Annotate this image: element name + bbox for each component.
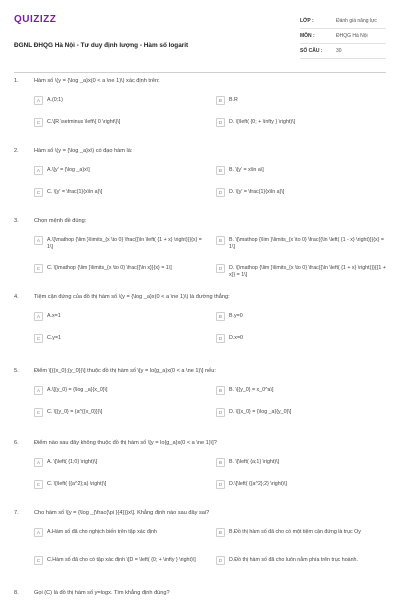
option-text: D.Đồ thị hàm số đã cho luôn nằm phía trên trục hoành. <box>229 557 358 563</box>
option-letter: B <box>216 312 225 321</box>
option-a[interactable] <box>34 166 90 175</box>
question-text: Chọn mệnh đề đúng: <box>34 218 87 224</box>
question-number: 3. <box>14 218 19 224</box>
option-b[interactable] <box>216 166 264 175</box>
option-letter: C <box>34 264 43 273</box>
option-a[interactable] <box>34 458 97 467</box>
question-text: Điểm nào sau đây không thuộc đồ thị hàm số \[y = lo{g_a}x(0 < a \ne 1)\]? <box>34 440 217 446</box>
option-text: D.x=0 <box>229 335 243 341</box>
option-a[interactable] <box>34 312 61 321</box>
question-text: Điểm \[({x_0};{y_0})\] thuộc đồ thị hàm số \[y = lo{g_a}x(0 < a \ne 1)\] nếu: <box>34 368 216 374</box>
option-c[interactable] <box>34 334 61 343</box>
option-text: B.R <box>229 97 238 103</box>
option-letter: D <box>216 264 225 273</box>
option-letter: B <box>216 96 225 105</box>
option-text: A.Hàm số đã cho nghịch biến trên tập xác định <box>47 529 157 535</box>
meta-row-subject <box>300 29 386 44</box>
question-number: 1. <box>14 78 19 84</box>
meta-key: LỚP : <box>300 17 314 24</box>
option-letter: B <box>216 236 225 245</box>
option-text: C. \[{y_0} = {a^{{x_0}}}\] <box>47 409 103 415</box>
option-text: C.y=1 <box>47 335 61 341</box>
option-text: B. \[\mathop {\lim }\limits_{x \to 0} \frac{{\ln \left( {1 - x} \right)}}{x} = 1\] <box>229 237 385 250</box>
meta-key: SỐ CÂU : <box>300 47 323 54</box>
option-letter: D <box>216 118 225 127</box>
option-text: A.\[\mathop {\lim }\limits_{x \to 0} \frac{{\ln \left( {1 + x} \right)}}{x} = 1\] <box>47 237 202 250</box>
option-d[interactable] <box>216 556 386 565</box>
option-d[interactable] <box>216 480 287 489</box>
option-letter: D <box>216 480 225 489</box>
option-d[interactable] <box>216 118 295 127</box>
option-letter: B <box>216 458 225 467</box>
option-letter: D <box>216 334 225 343</box>
option-letter: D <box>216 188 225 197</box>
worksheet-header <box>14 10 386 66</box>
option-text: C.Hàm số đã cho có tập xác định \[D = \left( {0; + \infty } \right)\] <box>47 557 196 563</box>
option-letter: A <box>34 458 43 467</box>
option-a[interactable] <box>34 386 108 395</box>
option-text: A.x=1 <box>47 313 61 319</box>
option-text: B. \[y' = x\ln a\] <box>229 167 264 173</box>
meta-value: ĐHQG Hà Nội <box>336 32 368 39</box>
option-a[interactable] <box>34 528 206 537</box>
option-letter: C <box>34 188 43 197</box>
option-text: C. \[\mathop {\lim }\limits_{x \to 0} \frac{{\ln x}}{x} = 1\] <box>47 265 172 271</box>
question-text: Gọi (C) là đồ thị hàm số y=logx. Tìm khẳng định đúng? <box>34 590 170 596</box>
option-text: C. \[y' = \frac{1}{x\ln a}\] <box>47 189 103 195</box>
option-b[interactable] <box>216 96 238 105</box>
option-d[interactable] <box>216 408 291 417</box>
option-c[interactable] <box>34 188 102 197</box>
option-text: A.(0;1) <box>47 97 63 103</box>
option-a[interactable] <box>34 96 63 105</box>
option-letter: B <box>216 528 225 537</box>
option-d[interactable] <box>216 264 386 278</box>
option-text: C. \[\left( {{a^2};a} \right)\] <box>47 481 107 487</box>
option-letter: B <box>216 166 225 175</box>
option-text: A.\[y' = {\log _a}x\] <box>47 167 90 173</box>
question-number: 2. <box>14 148 19 154</box>
question-text: Tiệm cận đứng của đồ thị hàm số \(y = {\log _a}x(0 < a \ne 1)\) là đường thẳng: <box>34 294 230 300</box>
option-b[interactable] <box>216 386 273 395</box>
option-letter: C <box>34 408 43 417</box>
option-letter: B <box>216 386 225 395</box>
meta-row-class <box>300 14 386 29</box>
option-letter: A <box>34 386 43 395</box>
option-d[interactable] <box>216 334 243 343</box>
question-number: 4. <box>14 294 19 300</box>
option-text: D. \[\mathop {\lim }\limits_{x \to 0} \frac{{\ln \left( {1 + x} \right)}}{{1 + x}} = 1\] <box>229 265 386 278</box>
question-number: 7. <box>14 510 19 516</box>
option-c[interactable] <box>34 480 106 489</box>
question-text: Hàm số \(y = {\log _a}x\) có đạo hàm là: <box>34 148 133 154</box>
meta-key: MÔN : <box>300 32 315 39</box>
option-a[interactable] <box>34 236 206 250</box>
option-c[interactable] <box>34 556 206 565</box>
worksheet-meta <box>300 14 386 59</box>
question-text: Cho hàm số \[y = {\log _{\frac{\pi }{4}}}x\]. Khẳng định nào sau đây sai? <box>34 510 210 516</box>
option-letter: D <box>216 408 225 417</box>
option-text: B.Đồ thị hàm số đã cho có một tiệm cận đứng là trục Oy <box>229 529 361 535</box>
meta-value: Đánh giá năng lực <box>336 17 377 24</box>
option-text: B. \[\left( {a;1} \right)\] <box>229 459 280 465</box>
option-b[interactable] <box>216 312 243 321</box>
option-text: D. \[y' = \frac{1}{x\ln a}\] <box>229 189 285 195</box>
option-letter: A <box>34 312 43 321</box>
option-c[interactable] <box>34 118 120 127</box>
worksheet-title: ĐGNL ĐHQG Hà Nội - Tư duy định lượng - Hàm số logarit <box>14 42 189 49</box>
question-number: 6. <box>14 440 19 446</box>
option-b[interactable] <box>216 236 386 250</box>
option-letter: A <box>34 96 43 105</box>
option-text: B. \[{y_0} = x_0^a\] <box>229 387 274 393</box>
option-letter: D <box>216 556 225 565</box>
question-number: 8. <box>14 590 19 596</box>
option-c[interactable] <box>34 408 102 417</box>
option-letter: A <box>34 528 43 537</box>
option-letter: C <box>34 480 43 489</box>
meta-row-count <box>300 44 386 59</box>
option-letter: A <box>34 236 43 245</box>
option-letter: C <box>34 118 43 127</box>
option-d[interactable] <box>216 188 284 197</box>
option-c[interactable] <box>34 264 206 273</box>
option-letter: A <box>34 166 43 175</box>
option-text: D. \[\left( {0; + \infty } \right)\] <box>229 119 296 125</box>
meta-value: 30 <box>336 47 342 54</box>
option-text: D.\[\left( {{a^2};2} \right)\] <box>229 481 287 487</box>
option-text: D. \[{x_0} = {\log _a}{y_0}\] <box>229 409 292 415</box>
option-letter: C <box>34 334 43 343</box>
option-b[interactable] <box>216 528 386 537</box>
option-text: A.\[{y_0} = {\log _a}{x_0}\] <box>47 387 108 393</box>
option-text: B.y=0 <box>229 313 243 319</box>
question-text: Hàm số \(y = {\log _a}x(0 < a \ne 1)\) xác định trên: <box>34 78 160 84</box>
question-number: 5. <box>14 368 19 374</box>
quizizz-logo: QUIZIZZ <box>14 14 57 25</box>
option-b[interactable] <box>216 458 279 467</box>
option-text: A. \[\left( {1;0} \right)\] <box>47 459 98 465</box>
header-divider <box>14 72 386 73</box>
option-letter: C <box>34 556 43 565</box>
option-text: C.\[R \setminus \left\{ 0 \right\}\] <box>47 119 121 125</box>
